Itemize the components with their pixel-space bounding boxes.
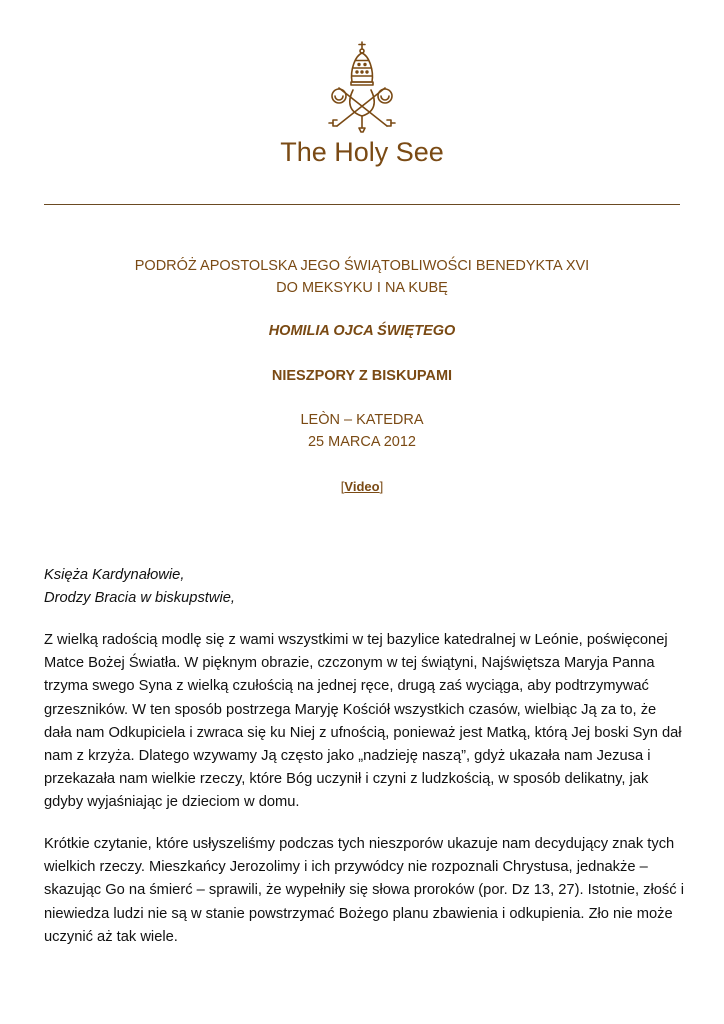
- date-line: 25 MARCA 2012: [307, 434, 416, 450]
- papal-coat-of-arms-icon: [319, 40, 405, 134]
- text-line: Matce Bożej Światła. W pięknym obrazie, czczonym w tej świątyni, Najświętsza Maryja Panna: [44, 655, 655, 672]
- text-line: niewiedza ludzi nie są w stanie powstrzymać Bożego planu zbawienia i odkupienia. Zło nie może: [44, 905, 673, 922]
- text-line: dała nam Odkupiciela i zwraca się ku Niej z ufnością, ponieważ jest Matką, którą Jej boski Syn dał: [44, 724, 682, 741]
- greeting-line: Drodzy Bracia w biskupstwie,: [44, 590, 236, 607]
- video-link[interactable]: Video: [344, 479, 380, 494]
- video-bracket-close: ]: [379, 479, 384, 494]
- text-line: Z wielką radością modlę się z wami wszystkimi w tej bazylice katedralnej w Leónie, poświęconej: [44, 632, 668, 648]
- text-line: nam z krzyża. Dlatego wzywamy Ją często jako „nadzieję naszą”, gdyż ukazała nam Jezusa i: [44, 748, 651, 765]
- vespers-heading: NIESZPORY Z BISKUPAMI: [271, 368, 453, 384]
- paragraph-1: [44, 629, 684, 815]
- text-line: gdyby wyjaśniając je dzieciom w domu.: [44, 794, 300, 811]
- apostolic-journey-heading: [0, 255, 724, 299]
- video-link-container: [0, 476, 724, 498]
- text-line: Krótkie czytanie, które usłyszeliśmy podczas tych nieszporów ukazuje nam decydujący znak tych: [44, 836, 675, 852]
- paragraph-2: [44, 833, 684, 949]
- text-line: grzeszników. W ten sposób postrzega Maryję Kościół wszystkich czasów, wielbiąc Ją za to, że: [44, 701, 657, 718]
- travel-line-1: PODRÓŻ APOSTOLSKA JEGO ŚWIĄTOBLIWOŚCI BENEDYKTA XVI: [134, 258, 590, 274]
- homily-heading: HOMILIA OJCA ŚWIĘTEGO: [268, 323, 456, 339]
- text-line: trzyma swego Syna z wielką czułością na jednej ręce, drugą zaś wyciąga, aby podtrzymywać: [44, 678, 649, 695]
- travel-line-2: DO MEKSYKU I NA KUBĘ: [276, 280, 448, 296]
- greeting: [44, 564, 684, 610]
- text-line: uczynić aż tak wiele.: [44, 928, 178, 945]
- header-divider: [44, 204, 680, 205]
- text-line: wielkich rzeczy. Mieszkańcy Jerozolimy i ich przywódcy nie rozpoznali Chrystusa, jednakże –: [44, 859, 648, 876]
- site-title: The Holy See: [280, 137, 444, 167]
- place-line: LEÒN – KATEDRA: [300, 412, 424, 428]
- greeting-line: Księża Kardynałowie,: [44, 567, 185, 583]
- text-line: skazując Go na śmierć – sprawili, że wypełniły się słowa proroków (por. Dz 13, 27). Istotnie, złość i: [44, 882, 684, 899]
- video-bracket-open: [: [340, 479, 345, 494]
- text-line: przekazała nam wielkie rzeczy, które Bóg uczynił i czyni z ludzkością, w sposób delikatny, jak: [44, 771, 649, 788]
- place-date-heading: [0, 409, 724, 453]
